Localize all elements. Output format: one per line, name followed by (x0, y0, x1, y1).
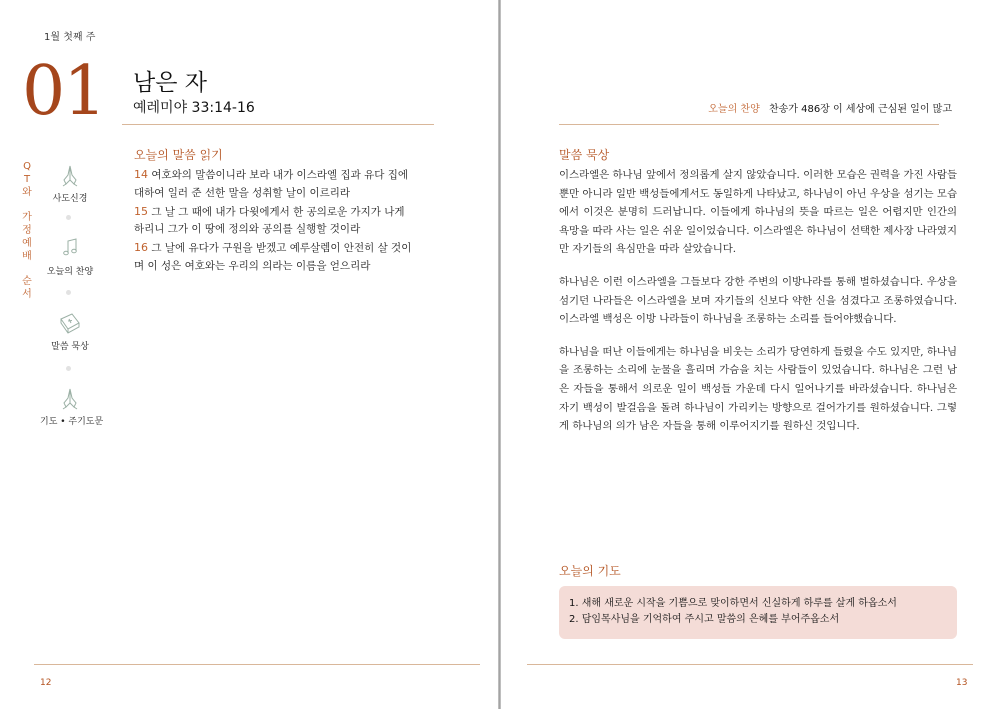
nav-label: 오늘의 찬양 (46, 267, 94, 277)
side-caption-char: 서 (22, 289, 32, 300)
music-note-icon (59, 236, 81, 260)
right-page (501, 0, 1000, 709)
verse-line: 대하여 일러 준 선한 말을 성취할 날이 이르리라 (134, 186, 351, 199)
verse (134, 239, 439, 276)
side-caption-char: 정 (22, 225, 32, 236)
verse (134, 203, 439, 240)
meditation-paragraph: 하나님을 떠난 이들에게는 하나님을 비웃는 소리가 당연하게 들렸을 수도 있지만, 하나님을 조롱하는 소리에 눈물을 흘리며 가슴을 치는 사람들이 있었습니다. 하나님은 그런 남은 자들을 통해서 의로운 일이 백성들 가운데 다시 일어나기를 바라셨습니다. 하나님은 자기 백성이 발걸음을 돌려 하나님이 가리키는 방향으로 걸어가기를 원하셨습니다. 그렇게 하나님의 의가 남은 자들을 통해 이루어지기를 원하신 것입니다. (559, 345, 957, 433)
verse-line: 며 이 성은 여호와는 우리의 의라는 이름을 얻으리라 (134, 259, 371, 272)
nav-item-prayer[interactable] (40, 386, 104, 427)
side-caption-vertical (20, 160, 34, 301)
prayer-box (559, 586, 957, 639)
todays-hymn (708, 100, 952, 115)
reading-heading: 오늘의 말씀 읽기 (134, 148, 223, 162)
nav-separator-dot (66, 290, 71, 295)
prayer-heading: 오늘의 기도 (559, 564, 621, 578)
nav-label: 사도신경 (52, 194, 88, 204)
day-number: 01 (22, 52, 105, 131)
side-caption-char: 와 (22, 187, 32, 198)
meditation-text (559, 166, 957, 450)
side-caption-char: T (23, 174, 31, 185)
side-caption-char: 순 (22, 276, 32, 287)
meditation-paragraph: 하나님은 이런 이스라엘을 그들보다 강한 주변의 이방나라를 통해 벌하셨습니다. 우상을 섬기던 나라들은 이스라엘을 보며 자기들의 신보다 약한 신을 섬겼다고 조롱하였습니다. 이스라엘 백성은 이방 나라들이 하나님을 조롱하는 소리를 들어야했습니다. (559, 275, 957, 326)
nav-item-apostles-creed[interactable] (40, 163, 100, 204)
page-title: 남은 자 (133, 70, 207, 96)
nav-label: 기도 • 주기도문 (40, 417, 104, 427)
praying-hands-icon (59, 386, 81, 410)
header-divider (122, 124, 434, 125)
nav-item-todays-hymn[interactable] (40, 236, 100, 277)
hymn-label: 오늘의 찬양 (708, 104, 760, 115)
verse-number: 14 (134, 168, 148, 181)
nav-separator-dot (66, 366, 71, 371)
meditation-heading: 말씀 묵상 (559, 148, 610, 162)
bible-book-icon (58, 311, 82, 335)
verse-number: 15 (134, 204, 148, 218)
side-caption-char: 배 (22, 251, 32, 262)
nav-separator-dot (66, 215, 71, 220)
side-caption-char: 예 (22, 238, 32, 249)
left-page (0, 0, 499, 709)
week-label: 1월 첫째 주 (44, 32, 96, 43)
meditation-paragraph: 이스라엘은 하나님 앞에서 정의롭게 살지 않았습니다. 이러한 모습은 권력을 가진 사람들뿐만 아니라 일반 백성들에게서도 동일하게 나타났고, 하나님이 아닌 우상을 섬기는 모습에서 이것은 분명히 드러납니다. 이들에게 하나님의 뜻을 따르는 일은 어렵지만 인간의 욕망을 따라 사는 일은 쉬운 일이었습니다. 이스라엘은 하나님이 선택한 제사장 나라였지만 자기들의 욕심만을 따라 살았습니다. (559, 169, 957, 256)
scripture-reference: 예레미야 33:14-16 (133, 100, 255, 116)
hymn-title: 찬송가 486장 이 세상에 근심된 일이 많고 (768, 104, 952, 115)
nav-label: 말씀 묵상 (51, 342, 89, 352)
verse-number: 16 (134, 241, 148, 255)
nav-item-word-meditation[interactable] (40, 311, 100, 352)
verse-line: 그 날 그 때에 내가 다윗에게서 한 공의로운 가지가 나게 (151, 205, 405, 218)
verse (134, 166, 439, 203)
page-number: 12 (40, 678, 52, 688)
scripture-reading (134, 166, 439, 276)
footer-divider (527, 664, 973, 665)
praying-hands-icon (59, 163, 81, 187)
footer-divider (34, 664, 480, 665)
verse-line: 여호와의 말씀이니라 보라 내가 이스라엘 집과 유다 집에 (151, 169, 408, 181)
header-divider (559, 124, 939, 125)
side-caption-char: Q (23, 161, 31, 172)
prayer-item: 2. 담임목사님을 기억하여 주시고 말씀의 은혜를 부어주옵소서 (569, 614, 840, 625)
prayer-item: 1. 새해 새로운 시작을 기쁨으로 맞이하면서 신실하게 하루를 살게 하옵소서 (569, 598, 897, 609)
page-number: 13 (956, 678, 968, 688)
verse-line: 하리니 그가 이 땅에 정의와 공의를 실행할 것이라 (134, 223, 361, 236)
side-caption-char: 가 (22, 212, 32, 223)
verse-line: 그 날에 유다가 구원을 받겠고 예루살렘이 안전히 살 것이 (151, 242, 412, 255)
